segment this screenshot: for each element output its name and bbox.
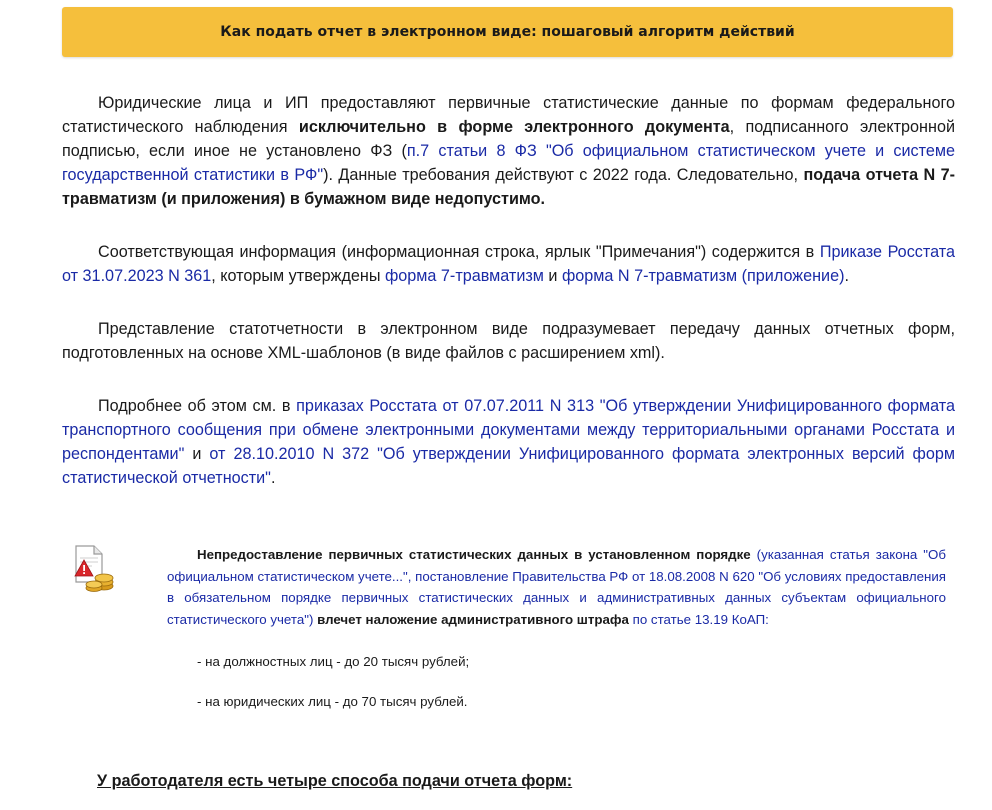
p3-text-1: Представление статотчетности в электронном виде подразумевает передачу данных отчетных форм, подготовленных на основе XML-шаблонов (в виде файлов с расширением xml).	[62, 320, 955, 362]
penalty-note	[72, 544, 946, 712]
penalty-item-legal-entities: - на юридических лиц - до 70 тысяч рублей.	[197, 694, 468, 709]
paragraph-1	[62, 91, 955, 211]
penalty-item-officials: - на должностных лиц - до 20 тысяч рублей;	[197, 654, 470, 669]
note-bold-2: влечет наложение административного штрафа	[313, 611, 629, 627]
p1-law-link[interactable]: п.7 статьи 8 ФЗ "Об официальном статистическом учете и системе государственной статистики в РФ"	[62, 142, 956, 184]
p4-text-1: Подробнее об этом см. в	[98, 397, 297, 415]
p2-form-link[interactable]: форма 7-травматизм	[384, 267, 544, 285]
penalty-note-text	[167, 544, 946, 630]
p2-text-1: Соответствующая информация (информационная строка, ярлык "Примечания") содержится в	[98, 243, 820, 261]
header-banner	[62, 7, 953, 57]
p2-text-4: .	[844, 267, 849, 285]
p1-bold-1: исключительно в форме электронного документа	[298, 118, 730, 136]
note-law-link[interactable]: (указанная статья закона "Об официальном статистическом учете...", постановление Правительства РФ от 18.08.2008 N 620 "Об условиях предоставления в обязательном порядке первичных статистических данных и административных данных субъектам официального статистического учета")	[167, 547, 946, 627]
p4-order-372-link[interactable]: от 28.10.2010 N 372 "Об утверждении Унифицированного формата электронных версий форм статистической отчетности"	[62, 445, 955, 487]
document-warning-coins-icon	[72, 544, 116, 592]
p4-order-313-link[interactable]: приказах Росстата от 07.07.2011 N 313 "Об утверждении Унифицированного формата транспортного сообщения при обмене электронными документами между территориальными органами Росстата и респондентами"	[62, 397, 955, 463]
note-bold-1: Непредоставление первичных статистических данных в установленном порядке	[197, 547, 751, 562]
p1-bold-2: подача отчета N 7-травматизм (и приложения) в бумажном виде недопустимо.	[62, 166, 955, 208]
page-title: Как подать отчет в электронном виде: пошаговый алгоритм действий	[220, 24, 795, 40]
p1-text-1: Юридические лица и ИП предоставляют первичные статистические данные по формам федерального статистического наблюдения	[62, 94, 955, 136]
p2-form-appendix-link[interactable]: форма N 7-травматизм (приложение)	[561, 267, 845, 285]
paragraph-4	[62, 394, 955, 490]
p1-text-2: , подписанного электронной подписью, если иное не установлено ФЗ (	[62, 118, 955, 160]
paragraph-3	[62, 317, 955, 365]
p4-text-2: и	[184, 445, 210, 463]
p2-text-2: , которым утверждены	[211, 267, 385, 285]
main-content	[62, 91, 955, 519]
p2-order-link[interactable]: Приказе Росстата от 31.07.2023 N 361	[62, 243, 955, 285]
note-koap-link[interactable]: по статье 13.19 КоАП:	[628, 611, 769, 627]
section-heading: У работодателя есть четыре способа подачи отчета форм:	[97, 772, 573, 790]
p2-text-3: и	[543, 267, 562, 285]
p4-text-3: .	[270, 469, 276, 487]
paragraph-2	[62, 240, 955, 288]
p1-text-3: ). Данные требования действуют с 2022 года. Следовательно,	[323, 166, 804, 184]
